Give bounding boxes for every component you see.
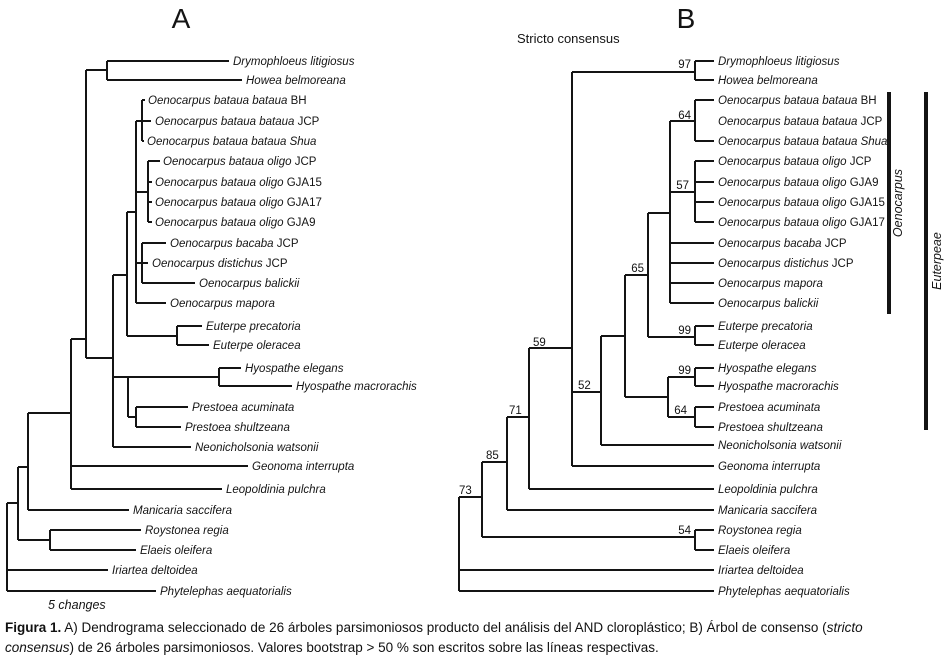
tree-a-taxon-label: Iriartea deltoidea <box>112 565 198 577</box>
tree-b-taxon-label: Oenocarpus bataua oligo GJA15 <box>718 197 885 209</box>
tree-a-taxon-label: Euterpe precatoria <box>206 321 301 333</box>
tree-b-taxon-label: Oenocarpus bataua oligo JCP <box>718 156 872 168</box>
tree-b-taxon-label: Manicaria saccifera <box>718 505 818 517</box>
caption-line2-italic: consensus <box>5 640 70 655</box>
tree-a-taxon-label: Phytelephas aequatorialis <box>160 586 292 598</box>
tree-b-taxon-label: Oenocarpus mapora <box>718 278 823 290</box>
tree-b-clade-bracket-label: Euterpeae <box>930 232 944 290</box>
figure-caption <box>5 618 947 658</box>
tree-b-bootstrap-value: 73 <box>459 485 472 497</box>
tree-a-taxon-label: Prestoea acuminata <box>192 402 295 414</box>
tree-a-taxon-label: Oenocarpus bataua bataua BH <box>148 95 307 107</box>
tree-a-taxon-label: Oenocarpus bataua bataua JCP <box>155 116 320 128</box>
tree-b-bootstrap-value: 65 <box>631 263 644 275</box>
tree-b-taxon-label: Phytelephas aequatorialis <box>718 586 850 598</box>
tree-b-taxon-label: Prestoea shultzeana <box>718 422 823 434</box>
tree-a-taxon-label: Oenocarpus bacaba JCP <box>170 238 299 250</box>
panel-b-subtitle: Stricto consensus <box>517 31 620 46</box>
caption-line2-text: ) de 26 árboles parsimoniosos. Valores bootstrap > 50 % son escritos sobre las líneas respectivas. <box>69 640 659 655</box>
caption-figure-label: Figura 1. <box>5 620 62 635</box>
tree-b-taxon-label: Euterpe oleracea <box>718 340 806 352</box>
tree-a-taxon-label: Oenocarpus bataua oligo JCP <box>163 156 317 168</box>
tree-b-bootstrap-value: 54 <box>678 525 691 537</box>
tree-b-taxon-label: Iriartea deltoidea <box>718 565 804 577</box>
tree-b-taxon-label: Drymophloeus litigiosus <box>718 56 840 68</box>
panel-b-title: B <box>676 3 696 34</box>
tree-a-taxon-label: Oenocarpus distichus JCP <box>152 258 288 270</box>
tree-b-taxon-label: Hyospathe macrorachis <box>718 381 839 393</box>
tree-a-taxon-label: Hyospathe macrorachis <box>296 381 417 393</box>
tree-a-taxon-label: Geonoma interrupta <box>252 461 355 473</box>
tree-a-taxon-label: Oenocarpus bataua oligo GJA9 <box>155 217 316 229</box>
tree-b-taxon-label: Euterpe precatoria <box>718 321 813 333</box>
tree-b-bootstrap-value: 85 <box>486 450 499 462</box>
tree-b-taxon-label: Oenocarpus bataua bataua JCP <box>718 116 883 128</box>
tree-b-taxon-label: Neonicholsonia watsonii <box>718 440 842 452</box>
tree-b-taxon-label: Roystonea regia <box>718 525 802 537</box>
tree-b-bootstrap-value: 57 <box>676 180 689 192</box>
tree-b-taxon-label: Prestoea acuminata <box>718 402 821 414</box>
tree-a-taxon-label: Oenocarpus bataua bataua Shua <box>147 136 317 148</box>
tree-b-taxon-label: Geonoma interrupta <box>718 461 821 473</box>
tree-a-taxon-label: Euterpe oleracea <box>213 340 301 352</box>
tree-b-taxon-label: Hyospathe elegans <box>718 363 817 375</box>
tree-b-bootstrap-value: 99 <box>678 325 691 337</box>
tree-b-bootstrap-value: 71 <box>509 405 522 417</box>
tree-b-taxon-label: Leopoldinia pulchra <box>718 484 818 496</box>
tree-a-taxon-label: Neonicholsonia watsonii <box>195 442 319 454</box>
panel-a-title: A <box>171 3 191 34</box>
tree-a-taxon-label: Roystonea regia <box>145 525 229 537</box>
tree-b-bootstrap-value: 59 <box>533 337 546 349</box>
caption-line1-text: A) Dendrograma seleccionado de 26 árboles parsimoniosos producto del análisis del AND cloroplástico; B) Árbol de consenso ( <box>61 620 827 635</box>
tree-a-taxon-label: Manicaria saccifera <box>133 505 233 517</box>
tree-b-taxon-label: Oenocarpus bataua bataua Shua <box>718 136 888 148</box>
tree-a-taxon-label: Elaeis oleifera <box>140 545 213 557</box>
tree-b-taxon-label: Elaeis oleifera <box>718 545 791 557</box>
tree-a-taxon-label: Leopoldinia pulchra <box>226 484 326 496</box>
tree-a-taxon-label: Howea belmoreana <box>246 75 346 87</box>
tree-a-taxon-label: Oenocarpus mapora <box>170 298 275 310</box>
tree-b-bootstrap-value: 64 <box>678 110 691 122</box>
tree-b-taxon-label: Oenocarpus bataua bataua BH <box>718 95 877 107</box>
tree-a-taxon-label: Oenocarpus bataua oligo GJA17 <box>155 197 322 209</box>
tree-b-bootstrap-value: 99 <box>678 365 691 377</box>
tree-b-taxon-label: Oenocarpus balickii <box>718 298 819 310</box>
tree-b-taxon-label: Oenocarpus bataua oligo GJA9 <box>718 177 879 189</box>
tree-a-taxon-label: Oenocarpus bataua oligo GJA15 <box>155 177 322 189</box>
tree-b-taxon-label: Oenocarpus bataua oligo GJA17 <box>718 217 885 229</box>
tree-b-taxon-label: Oenocarpus distichus JCP <box>718 258 854 270</box>
scale-bar-label: 5 changes <box>48 598 106 612</box>
tree-a-taxon-label: Hyospathe elegans <box>245 363 344 375</box>
tree-b-taxon-label: Howea belmoreana <box>718 75 818 87</box>
caption-line1-italic: stricto <box>826 620 863 635</box>
tree-b-bootstrap-value: 64 <box>674 405 687 417</box>
tree-b-clade-bracket-label: Oenocarpus <box>891 168 905 238</box>
tree-a-taxon-label: Oenocarpus balickii <box>199 278 300 290</box>
tree-b-bootstrap-value: 97 <box>678 59 691 71</box>
tree-a-taxon-label: Prestoea shultzeana <box>185 422 290 434</box>
tree-b-taxon-label: Oenocarpus bacaba JCP <box>718 238 847 250</box>
tree-b-bootstrap-value: 52 <box>578 380 591 392</box>
tree-a-taxon-label: Drymophloeus litigiosus <box>233 56 355 68</box>
